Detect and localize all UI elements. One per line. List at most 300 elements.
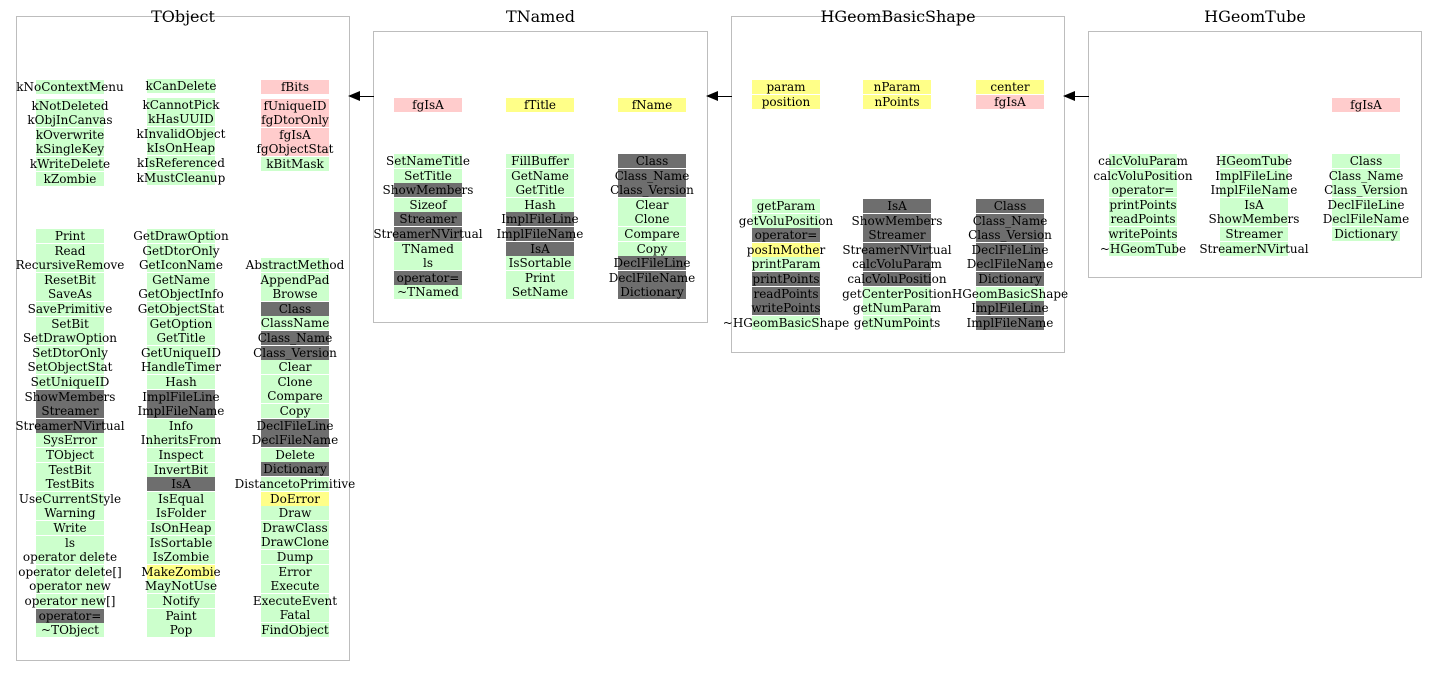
member-clone (261, 375, 329, 389)
member-nparam (863, 80, 931, 94)
member-getcenterposition (840, 287, 954, 301)
member-label: Class_Version (968, 228, 1052, 243)
member-label: getNumPoints (853, 315, 941, 330)
member-label: Compare (267, 389, 323, 404)
member-label: calcVoluParam (852, 257, 942, 272)
member-label: nPoints (874, 94, 920, 109)
member-label: kMustCleanup (136, 170, 226, 185)
class-title: TObject (151, 7, 215, 26)
member-showmembers (1207, 212, 1302, 226)
member-label: writePoints (1108, 227, 1178, 241)
member-setuniqueid (29, 375, 112, 389)
member-label: getCenterPosition (842, 286, 952, 301)
member-label: FindObject (261, 623, 329, 637)
member-ls (36, 536, 104, 550)
member-inheritsfrom (139, 433, 224, 447)
member-label: kNoContextMenu (16, 80, 124, 94)
member-streamernvirtual (13, 419, 126, 433)
member-fgobjectstat (254, 142, 335, 156)
member-label: Class (635, 154, 669, 168)
member-label: GetUniqueID (140, 345, 222, 360)
member-label: StreamerNVirtual (373, 227, 483, 241)
member-label: fName (631, 98, 673, 112)
member-readpoints (751, 287, 820, 301)
member-label: DrawClone (261, 535, 329, 550)
member-label: Class_Version (253, 345, 337, 360)
member-kwritedelete (28, 157, 112, 171)
member-label: kIsOnHeap (146, 141, 216, 156)
member-settitle (394, 169, 462, 183)
member-label: kZombie (43, 171, 97, 186)
member-saveprimitive (26, 302, 115, 316)
member-label: fUniqueID (263, 98, 327, 113)
member-getdtoronly (140, 244, 221, 258)
member-label: MakeZombie (141, 564, 221, 579)
member-label: Streamer (399, 212, 457, 227)
member-isa (863, 199, 931, 213)
member-resetbit (36, 273, 104, 287)
member-hgeomtube (1214, 154, 1294, 168)
member-writepoints (749, 301, 822, 315)
member-label: kBitMask (266, 157, 324, 171)
member-label: fgObjectStat (256, 142, 334, 157)
member-label: ShowMembers (851, 213, 943, 228)
member-fgisa (261, 128, 329, 142)
member-label: printPoints (752, 272, 820, 286)
member-label: DeclFileName (966, 257, 1054, 272)
member-fgisa (1332, 98, 1400, 112)
member-fatal (261, 608, 329, 622)
member-label: TestBits (45, 477, 95, 492)
member-distancetoprimitive (233, 477, 358, 491)
member-showmembers (850, 214, 945, 228)
member-label: IsOnHeap (150, 521, 212, 535)
member-posinmother (745, 243, 827, 257)
member-label: Class (993, 199, 1027, 213)
member-setname (506, 285, 574, 299)
member-label: ImplFileLine (971, 301, 1049, 316)
member-class-name (256, 331, 335, 345)
member-label: Paint (165, 608, 197, 623)
member-testbit (36, 463, 104, 477)
member-class-version (1322, 183, 1410, 197)
member-knocontextmenu (14, 80, 125, 94)
member-kcandelete (144, 79, 219, 93)
member-issortable (147, 536, 215, 550)
member-funiqueid (261, 99, 329, 113)
member-label: Class_Name (614, 168, 690, 183)
member-warning (36, 506, 104, 520)
member-label: HandleTimer (140, 360, 221, 375)
member-pop (147, 623, 215, 637)
member-label: ShowMembers (24, 389, 116, 404)
member-hash (147, 375, 215, 389)
member-label: Copy (279, 404, 311, 418)
member-label: kCanDelete (145, 79, 217, 93)
member-label: DeclFileName (608, 270, 696, 285)
member-read (36, 244, 104, 258)
member-label: Browse (272, 287, 318, 302)
member-getuniqueid (139, 346, 223, 360)
member-kinvalidobject (135, 127, 228, 141)
member-class-version (966, 228, 1054, 242)
member-label: Class_Name (257, 331, 333, 345)
member-streamernvirtual (1197, 242, 1310, 256)
member-label: InvertBit (153, 462, 209, 477)
member-label: MayNotUse (144, 579, 218, 594)
member-label: position (761, 94, 811, 109)
member-label: fBits (280, 80, 310, 94)
member-label: ImplFileName (137, 404, 225, 419)
member-clone (618, 212, 686, 226)
member-declfileline (254, 419, 335, 433)
member-label: SysError (42, 433, 98, 448)
member-label: kHasUUID (148, 112, 214, 127)
member-isa (506, 242, 574, 256)
member-label: Class (278, 301, 312, 316)
member-label: operator delete[] (18, 564, 122, 579)
member-fbits (261, 80, 329, 94)
member-writepoints (1106, 227, 1179, 241)
member-label: GetObjectStat (137, 302, 225, 316)
member-label: ResetBit (44, 272, 96, 287)
member-streamer (1220, 227, 1288, 241)
arrowhead-icon (348, 91, 360, 101)
member-khasuuid (146, 112, 216, 126)
member-kisreferenced (135, 156, 227, 170)
member-label: readPoints (753, 286, 819, 301)
member-label: Class_Version (610, 183, 694, 198)
member-tobject (36, 448, 104, 462)
member-label: GetDrawOption (133, 229, 229, 243)
member-calcvoluparam (850, 257, 944, 271)
member-compare (261, 389, 329, 403)
member-getdrawoption (131, 229, 230, 243)
member-label: Hash (165, 375, 197, 389)
member-label: ~TNamed (397, 285, 459, 300)
member-classname (259, 316, 332, 330)
member-streamernvirtual (840, 243, 953, 257)
member-delete (261, 448, 329, 462)
member-implfilename (495, 227, 586, 241)
member-label: ClassName (260, 316, 330, 331)
member-label: kWriteDelete (29, 157, 111, 171)
member-inspect (147, 448, 215, 462)
member-label: Print (524, 270, 556, 285)
member-label: StreamerNVirtual (1199, 241, 1309, 256)
member-label: TestBit (48, 462, 92, 477)
member-label: ~HGeomTube (1099, 241, 1187, 256)
member-operator (36, 609, 104, 623)
class-title: HGeomTube (1204, 7, 1306, 26)
member-label: ImplFileName (496, 227, 584, 241)
member-label: printPoints (1109, 197, 1177, 212)
member-label: Sizeof (409, 197, 447, 212)
member-ksinglekey (34, 142, 106, 156)
member-operator (394, 271, 462, 285)
member-invertbit (147, 463, 215, 477)
member-testbits (36, 477, 104, 491)
member-label: Fatal (279, 608, 311, 623)
member-declfilename (250, 433, 341, 447)
class-title: HGeomBasicShape (820, 7, 976, 26)
member-label: Print (54, 229, 86, 243)
member-operator-new (27, 579, 113, 593)
member-label: IsSortable (149, 535, 213, 550)
member-hgeombasicshape (950, 287, 1070, 301)
member-kisonheap (145, 141, 217, 155)
member-getoption (147, 317, 215, 331)
member-label: kIsReferenced (137, 156, 225, 170)
member-label: SetName (511, 285, 569, 300)
member-label: TNamed (402, 241, 454, 256)
member-label: Class_Version (1324, 183, 1408, 198)
member-label: Streamer (1225, 227, 1283, 241)
member-label: UseCurrentStyle (18, 491, 122, 506)
member-setbit (36, 317, 104, 331)
member-label: Clear (635, 197, 669, 212)
member-operator (752, 228, 820, 242)
member-class-version (608, 183, 696, 197)
member-label: Notify (162, 594, 200, 608)
member-compare (618, 227, 686, 241)
member-label: fTitle (523, 98, 557, 112)
member-kobjincanvas (25, 113, 114, 127)
member-label: DrawClass (262, 520, 328, 535)
member-setdtoronly (30, 346, 110, 360)
member-label: Hash (524, 197, 556, 212)
member-label: kSingleKey (35, 142, 105, 157)
member-printpoints (750, 272, 821, 286)
member-fname (618, 98, 686, 112)
member-getvoluposition (737, 214, 835, 228)
member-class-name (1327, 169, 1406, 183)
member-tnamed (394, 242, 462, 256)
member-label: SaveAs (47, 287, 93, 302)
member-browse (261, 287, 329, 301)
member-label: param (766, 80, 806, 94)
member-label: operator= (38, 608, 102, 623)
member-notify (147, 594, 215, 608)
member-label: TObject (46, 448, 94, 462)
member-label: GetTitle (515, 183, 565, 198)
member-getnumparam (851, 301, 943, 315)
member-maynotuse (143, 579, 219, 593)
member-iszombie (147, 550, 215, 564)
member-doerror (261, 492, 329, 506)
member-paint (147, 609, 215, 623)
member-implfilename (136, 404, 227, 418)
inheritance-arrow-hgeomtube-to-hgeombasicshape (1065, 96, 1089, 97)
member-label: printParam (751, 257, 821, 272)
member-implfileline (499, 212, 580, 226)
member-calcvoluposition (1091, 169, 1194, 183)
member-label: operator= (1111, 183, 1175, 198)
member-label: operator new (29, 579, 111, 594)
member-kcannotpick (140, 98, 221, 112)
member-label: Read (54, 243, 86, 258)
member-label: Streamer (41, 404, 99, 419)
member-label: ShowMembers (382, 183, 474, 198)
member-label: ls (423, 256, 433, 271)
member-declfileline (1325, 198, 1406, 212)
member-label: Copy (636, 241, 668, 256)
member-label: kObjInCanvas (27, 113, 113, 128)
member-label: operator new[] (24, 594, 116, 608)
member-getparam (752, 199, 820, 213)
member-label: fgIsA (994, 94, 1026, 109)
member-syserror (36, 433, 104, 447)
member-label: readPoints (1110, 212, 1176, 227)
member-label: AppendPad (260, 272, 330, 287)
inheritance-arrow-hgeombasicshape-to-tnamed (708, 96, 732, 97)
member-hash (506, 198, 574, 212)
member-label: Dictionary (1334, 227, 1398, 241)
member-label: SetNameTitle (386, 154, 470, 168)
member-calcvoluparam (1096, 154, 1190, 168)
member-showmembers (23, 390, 118, 404)
arrowhead-icon (1063, 91, 1075, 101)
member-label: SetDtorOnly (32, 345, 108, 360)
member-label: Error (278, 564, 312, 579)
member-ftitle (506, 98, 574, 112)
member-makezombie (139, 565, 222, 579)
member-copy (261, 404, 329, 418)
member-label: GetObjectInfo (138, 287, 224, 302)
member-label: IsA (171, 477, 191, 492)
member-class-version (251, 346, 339, 360)
member-param (752, 80, 820, 94)
member-label: GetName (152, 272, 210, 287)
member-getobjectinfo (136, 287, 226, 301)
member-implfileline (140, 390, 221, 404)
member-label: ls (65, 535, 75, 550)
member-declfileline (969, 243, 1050, 257)
member-tnamed (394, 285, 462, 299)
member-declfilename (607, 271, 698, 285)
member-implfilename (965, 316, 1056, 330)
member-streamer (863, 228, 931, 242)
member-label: GetOption (149, 316, 213, 331)
member-label: StreamerNVirtual (15, 418, 125, 433)
member-dictionary (261, 462, 329, 476)
member-print (36, 229, 104, 243)
member-label: getVoluPosition (738, 213, 834, 228)
member-label: ShowMembers (1208, 212, 1300, 227)
member-clear (261, 360, 329, 374)
member-streamer (394, 212, 462, 226)
member-label: ImplFileLine (1215, 168, 1293, 183)
member-label: DeclFileLine (613, 256, 691, 271)
member-getname (506, 169, 574, 183)
member-getnumpoints (852, 316, 943, 330)
member-label: IsA (887, 199, 907, 213)
member-sizeof (394, 198, 462, 212)
member-label: nParam (873, 80, 921, 94)
member-label: GetName (511, 168, 569, 183)
member-label: Write (53, 521, 87, 535)
member-kzombie (36, 172, 104, 186)
member-label: GetTitle (156, 331, 206, 346)
member-declfilename (965, 257, 1056, 271)
member-error (261, 565, 329, 579)
member-label: SetUniqueID (30, 375, 110, 389)
member-label: StreamerNVirtual (842, 242, 952, 257)
member-operator (1109, 183, 1177, 197)
member-showmembers (381, 183, 476, 197)
member-label: SetTitle (404, 168, 452, 183)
member-label: fgIsA (1350, 98, 1382, 112)
member-tobject (36, 623, 104, 637)
member-label: Delete (275, 447, 315, 462)
member-label: Dictionary (978, 272, 1042, 286)
member-label: ImplFileLine (142, 389, 220, 404)
member-clear (618, 198, 686, 212)
member-copy (618, 242, 686, 256)
member-label: operator delete (22, 550, 118, 565)
member-dump (261, 550, 329, 564)
member-label: ExecuteEvent (252, 593, 338, 608)
member-printpoints (1107, 198, 1178, 212)
member-gettitle (147, 331, 215, 345)
member-label: getNumParam (852, 301, 942, 316)
member-label: IsFolder (155, 506, 207, 521)
member-label: kCannotPick (142, 97, 220, 112)
member-getname (147, 273, 215, 287)
member-label: Class (1349, 154, 1383, 168)
member-npoints (863, 95, 931, 109)
member-label: Class_Name (1328, 168, 1404, 183)
member-label: SavePrimitive (27, 302, 113, 316)
member-geticonname (137, 258, 225, 272)
member-info (147, 419, 215, 433)
member-label: AbstractMethod (245, 258, 345, 272)
member-label: kNotDeleted (31, 98, 109, 113)
member-label: HGeomBasicShape (951, 286, 1069, 301)
member-hgeomtube (1098, 242, 1188, 256)
member-fgisa (394, 98, 462, 112)
member-write (36, 521, 104, 535)
member-fgdtoronly (259, 113, 331, 127)
member-label: Compare (624, 227, 680, 241)
member-issortable (506, 256, 574, 270)
member-printparam (750, 257, 823, 271)
member-label: IsZombie (152, 550, 210, 565)
member-label: Inspect (158, 448, 204, 462)
member-label: SetObjectStat (27, 360, 113, 375)
member-label: fgDtorOnly (261, 113, 329, 128)
inheritance-arrow-tnamed-to-tobject (350, 96, 374, 97)
arrowhead-icon (706, 91, 718, 101)
member-label: ~HGeomBasicShape (722, 315, 850, 330)
member-label: IsSortable (508, 256, 572, 271)
member-implfileline (969, 301, 1050, 315)
member-implfileline (1213, 169, 1294, 183)
member-label: Draw (278, 506, 312, 521)
member-execute (261, 579, 329, 593)
member-label: IsA (530, 241, 550, 256)
member-declfileline (611, 256, 692, 270)
member-isonheap (147, 521, 215, 535)
member-kmustcleanup (135, 171, 228, 185)
member-drawclass (260, 521, 329, 535)
member-label: calcVoluParam (1098, 154, 1188, 168)
member-findobject (259, 623, 330, 637)
member-label: Warning (44, 506, 96, 521)
member-draw (261, 506, 329, 520)
member-label: DeclFileName (251, 433, 339, 448)
member-declfilename (1321, 212, 1412, 226)
